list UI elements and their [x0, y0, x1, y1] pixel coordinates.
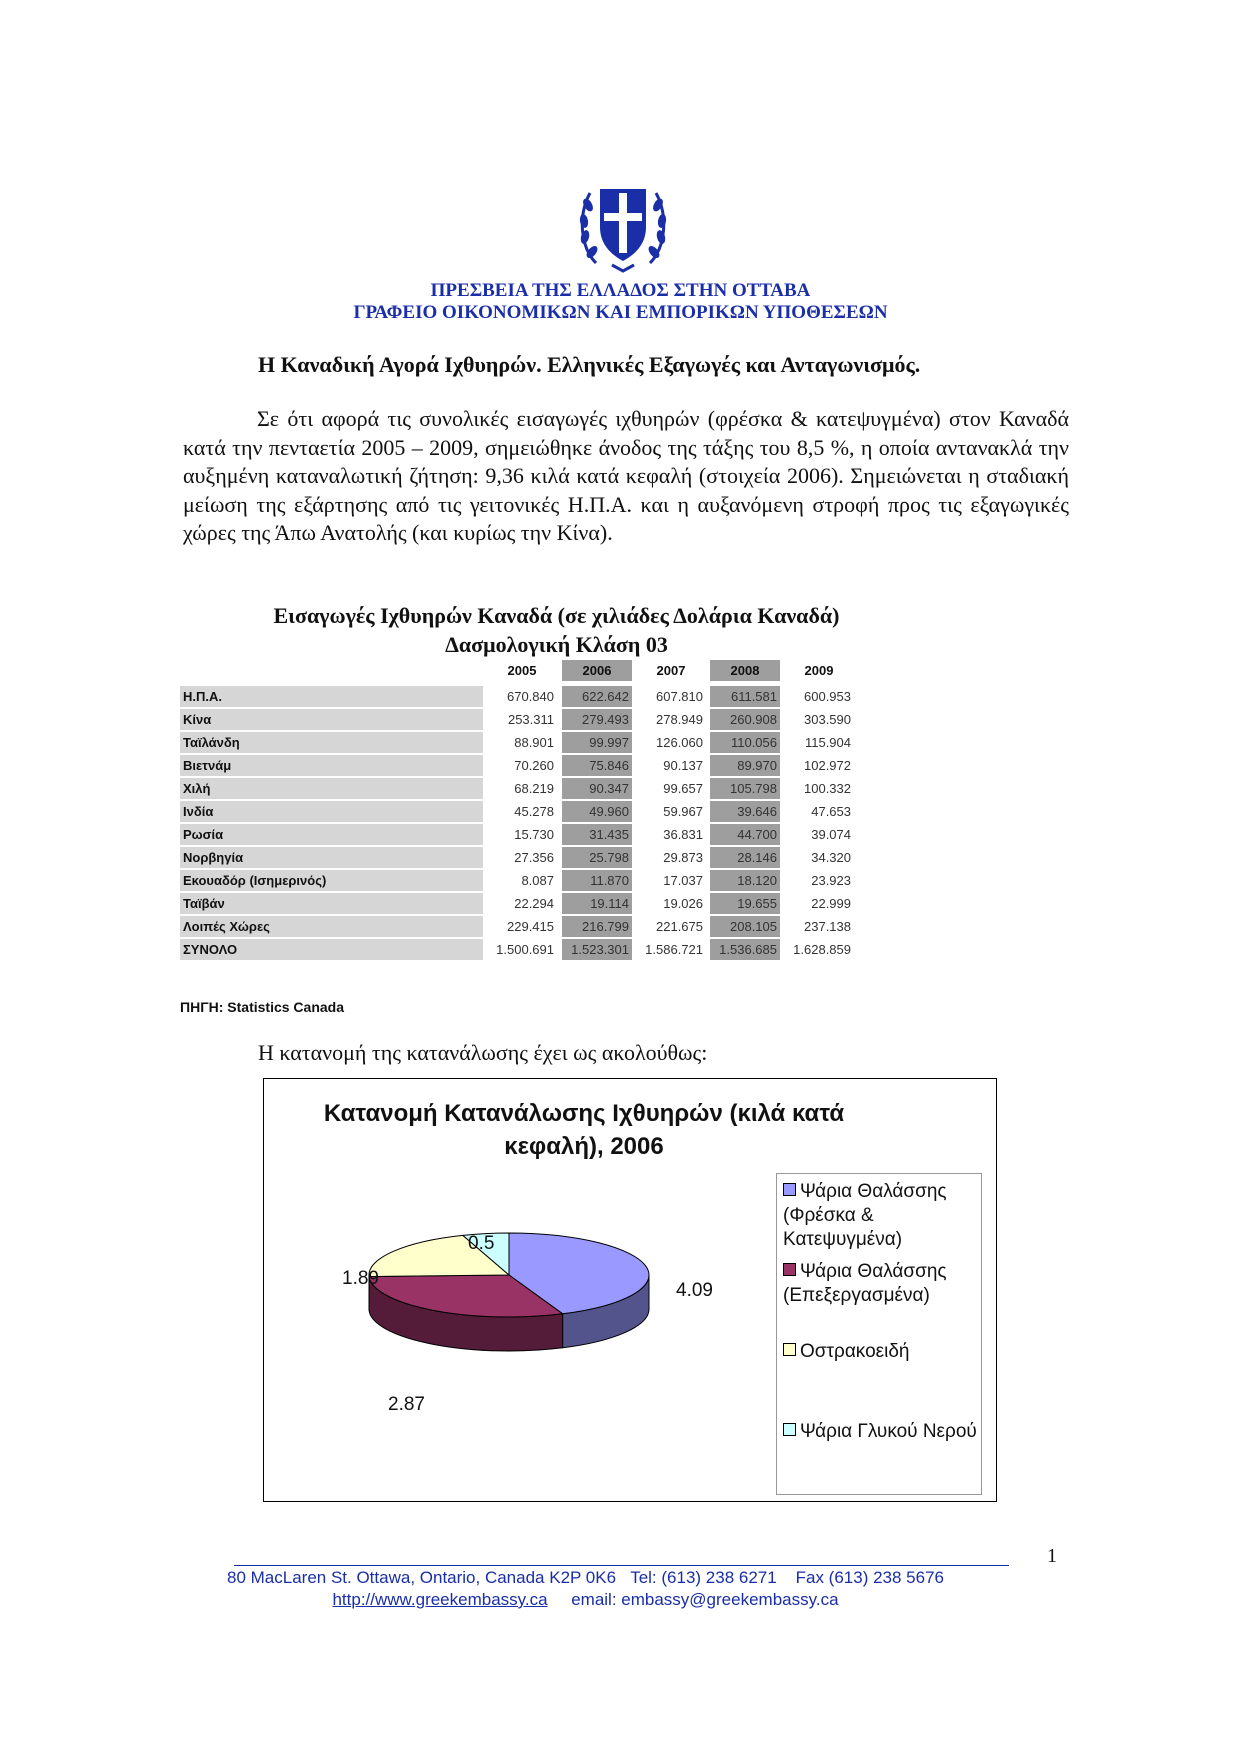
legend-label: Ψάρια Θαλάσσης (Επεξεργασμένα) [783, 1261, 947, 1306]
table-cell: 1.586.721 [645, 942, 703, 957]
data-label: 1.89 [342, 1268, 379, 1289]
table-row [180, 778, 850, 800]
table-cell: 303.590 [804, 712, 851, 727]
legend-label: Ψάρια Θαλάσσης (Φρέσκα & Κατεψυγμένα) [783, 1181, 947, 1250]
table-cell: 105.798 [710, 778, 780, 799]
data-label: 0.5 [468, 1233, 495, 1254]
table-cell: 44.700 [710, 824, 780, 845]
table-row [180, 824, 850, 846]
table-cell: 229.415 [507, 919, 554, 934]
chart-legend [776, 1173, 982, 1495]
greek-coat-of-arms-icon [576, 175, 670, 275]
footer-email: email: embassy@greekembassy.ca [571, 1590, 839, 1609]
table-cell: 19.026 [663, 896, 703, 911]
year-header: 2005 [507, 663, 537, 678]
table-cell: 1.523.301 [562, 939, 632, 960]
row-label: Ινδία [180, 801, 483, 822]
footer-contact-line [0, 1590, 1206, 1610]
table-cell: 19.655 [710, 893, 780, 914]
page-number: 1 [1047, 1545, 1057, 1567]
table-cell: 15.730 [514, 827, 554, 842]
table-cell: 670.840 [507, 689, 554, 704]
table-row [180, 686, 850, 708]
table-cell: 59.967 [663, 804, 703, 819]
table-cell: 110.056 [710, 732, 780, 753]
chart-title: Κατανομή Κατανάλωσης Ιχθυηρών (κιλά κατά κεφαλή), 2006 [323, 1100, 845, 1160]
row-label: Κίνα [180, 709, 483, 730]
table-cell: 221.675 [656, 919, 703, 934]
table-cell: 126.060 [656, 735, 703, 750]
legend-label: Ψάρια Γλυκού Νερού [800, 1421, 977, 1442]
table-cell: 45.278 [514, 804, 554, 819]
table-cell: 99.997 [562, 732, 632, 753]
row-label: Νορβηγία [180, 847, 483, 868]
table-cell: 27.356 [514, 850, 554, 865]
table-cell: 49.960 [562, 801, 632, 822]
table-row [180, 916, 850, 938]
table-cell: 47.653 [811, 804, 851, 819]
table-cell: 1.536.685 [710, 939, 780, 960]
embassy-name: ΠΡΕΣΒΕΙΑ ΤΗΣ ΕΛΛΑΔΟΣ ΣΤΗΝ ΟΤΤΑΒΑ [430, 280, 811, 301]
data-label: 4.09 [676, 1280, 713, 1301]
footer-tel: Tel: (613) 238 6271 [630, 1568, 777, 1587]
table-cell: 611.581 [710, 686, 780, 707]
table-cell: 90.137 [663, 758, 703, 773]
legend-swatch [783, 1183, 796, 1196]
intro-paragraph: Σε ότι αφορά τις συνολικές εισαγωγές ιχθυηρών (φρέσκα & κατεψυγμένα) στον Καναδά κατά την πενταετία 2005 – 2009, σημειώθηκε άνοδος της τάξης του 8,5 %, η οποία αντανακλά την αυξημένη καταναλωτική ζήτηση: 9,36 κιλά κατά κεφαλή (στοιχεία 2006). Σημειώνεται η σταδιακή μείωση της εξάρτησης από τις γειτονικές Η.Π.Α. και η αυξανόμενη στροφή προς τις εξαγωγικές χώρες της Άπω Ανατολής (και κυρίως την Κίνα). [183, 406, 1069, 545]
table-cell: 1.628.859 [793, 942, 851, 957]
table-cell: 260.908 [710, 709, 780, 730]
footer-fax: Fax (613) 238 5676 [795, 1568, 944, 1587]
table-cell: 75.846 [562, 755, 632, 776]
table-row [180, 847, 850, 869]
table-cell: 11.870 [562, 870, 632, 891]
legend-swatch [783, 1263, 796, 1276]
pie-plot [264, 1173, 764, 1493]
table-cell: 607.810 [656, 689, 703, 704]
consumption-pie-chart [263, 1078, 997, 1502]
table-cell: 19.114 [562, 893, 632, 914]
table-row [180, 732, 850, 754]
office-name: ΓΡΑΦΕΙΟ ΟΙΚΟΝΟΜΙΚΩΝ ΚΑΙ ΕΜΠΟΡΙΚΩΝ ΥΠΟΘΕΣΕΩΝ [353, 302, 888, 323]
table-cell: 115.904 [804, 735, 851, 750]
table-cell: 28.146 [710, 847, 780, 868]
table-cell: 29.873 [663, 850, 703, 865]
row-label: Ταϊλάνδη [180, 732, 483, 753]
row-label: Η.Π.Α. [180, 686, 483, 707]
table-source: ΠΗΓΗ: Statistics Canada [180, 999, 345, 1015]
footer-address: 80 MacLaren St. Ottawa, Ontario, Canada K2P 0K6 [227, 1568, 617, 1587]
table-row [180, 870, 850, 892]
table-cell: 600.953 [804, 689, 851, 704]
table-cell: 88.901 [514, 735, 554, 750]
table-row [180, 939, 850, 961]
table-cell: 279.493 [562, 709, 632, 730]
year-header: 2009 [804, 663, 834, 678]
document-title: Η Καναδική Αγορά Ιχθυηρών. Ελληνικές Εξαγωγές και Ανταγωνισμός. [258, 352, 921, 377]
row-label: ΣΥΝΟΛΟ [180, 939, 483, 960]
table-cell: 22.294 [514, 896, 554, 911]
year-header: 2006 [562, 660, 632, 681]
table-row [180, 709, 850, 731]
table-cell: 31.435 [562, 824, 632, 845]
table-row [180, 755, 850, 777]
table-cell: 1.500.691 [496, 942, 554, 957]
data-label: 2.87 [388, 1394, 425, 1415]
consumption-intro: Η κατανομή της κατανάλωσης έχει ως ακολούθως: [258, 1040, 708, 1065]
row-label: Ρωσία [180, 824, 483, 845]
table-cell: 102.972 [804, 758, 851, 773]
table-cell: 100.332 [804, 781, 851, 796]
table-subtitle: Δασμολογική Κλάση 03 [445, 632, 668, 657]
year-header: 2008 [710, 660, 780, 681]
table-cell: 17.037 [663, 873, 703, 888]
table-cell: 22.999 [811, 896, 851, 911]
legend-swatch [783, 1343, 796, 1356]
footer-rule [234, 1565, 1009, 1566]
legend-item [783, 1260, 979, 1308]
legend-label: Οστρακοειδή [800, 1341, 910, 1362]
table-cell: 18.120 [710, 870, 780, 891]
table-cell: 90.347 [562, 778, 632, 799]
footer-address-line [0, 1568, 1206, 1588]
table-cell: 25.798 [562, 847, 632, 868]
table-cell: 23.923 [811, 873, 851, 888]
table-cell: 208.105 [710, 916, 780, 937]
table-row [180, 893, 850, 915]
table-header-row [180, 660, 850, 682]
table-cell: 216.799 [562, 916, 632, 937]
table-title: Εισαγωγές Ιχθυηρών Καναδά (σε χιλιάδες Δολάρια Καναδά) [273, 603, 840, 628]
table-row [180, 801, 850, 823]
table-cell: 237.138 [804, 919, 851, 934]
footer-website-link[interactable]: http://www.greekembassy.ca [332, 1590, 548, 1609]
table-cell: 278.949 [656, 712, 703, 727]
table-cell: 68.219 [514, 781, 554, 796]
table-cell: 70.260 [514, 758, 554, 773]
row-label: Ταϊβάν [180, 893, 483, 914]
row-label: Λοιπές Χώρες [180, 916, 483, 937]
table-cell: 99.657 [663, 781, 703, 796]
table-cell: 253.311 [507, 712, 554, 727]
legend-item [783, 1340, 979, 1364]
legend-swatch [783, 1423, 796, 1436]
table-cell: 39.074 [811, 827, 851, 842]
row-label: Χιλή [180, 778, 483, 799]
legend-item [783, 1420, 979, 1444]
table-cell: 34.320 [811, 850, 851, 865]
row-label: Βιετνάμ [180, 755, 483, 776]
legend-item [783, 1180, 979, 1252]
table-cell: 36.831 [663, 827, 703, 842]
table-cell: 622.642 [562, 686, 632, 707]
table-cell: 89.970 [710, 755, 780, 776]
row-label: Εκουαδόρ (Ισημερινός) [180, 870, 483, 891]
year-header: 2007 [656, 663, 686, 678]
table-cell: 39.646 [710, 801, 780, 822]
table-cell: 8.087 [521, 873, 554, 888]
